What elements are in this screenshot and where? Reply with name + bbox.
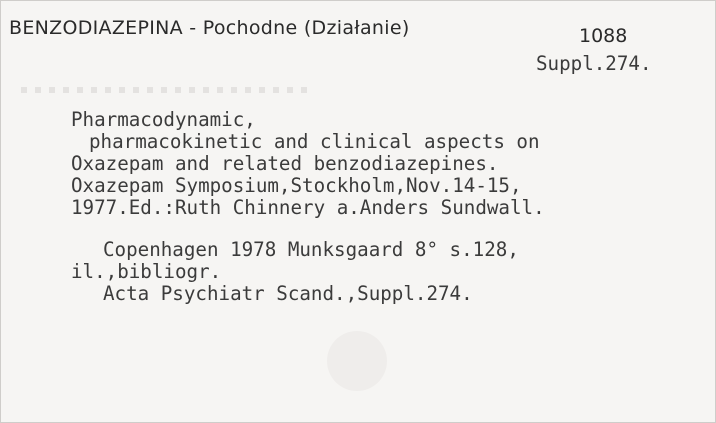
- smudge-mark: [21, 87, 311, 93]
- title-line-4: Oxazepam Symposium,Stockholm,Nov.14-15,: [71, 174, 522, 197]
- description-line: il.,bibliogr.: [71, 260, 222, 283]
- title-line-3: Oxazepam and related benzodiazepines.: [71, 152, 499, 175]
- series-line: Acta Psychiatr Scand.,Suppl.274.: [103, 282, 473, 305]
- paper-stain: [327, 331, 387, 391]
- imprint-line: Copenhagen 1978 Munksgaard 8° s.128,: [103, 238, 519, 261]
- call-number: 1088: [579, 25, 628, 47]
- title-line-1: Pharmacodynamic,: [71, 108, 256, 131]
- suppl-reference: Suppl.274.: [536, 52, 652, 75]
- title-line-5: 1977.Ed.:Ruth Chinnery a.Anders Sundwall.: [71, 196, 545, 219]
- title-line-2: pharmacokinetic and clinical aspects on: [89, 130, 540, 153]
- card-heading: BENZODIAZEPINA - Pochodne (Działanie): [9, 17, 410, 39]
